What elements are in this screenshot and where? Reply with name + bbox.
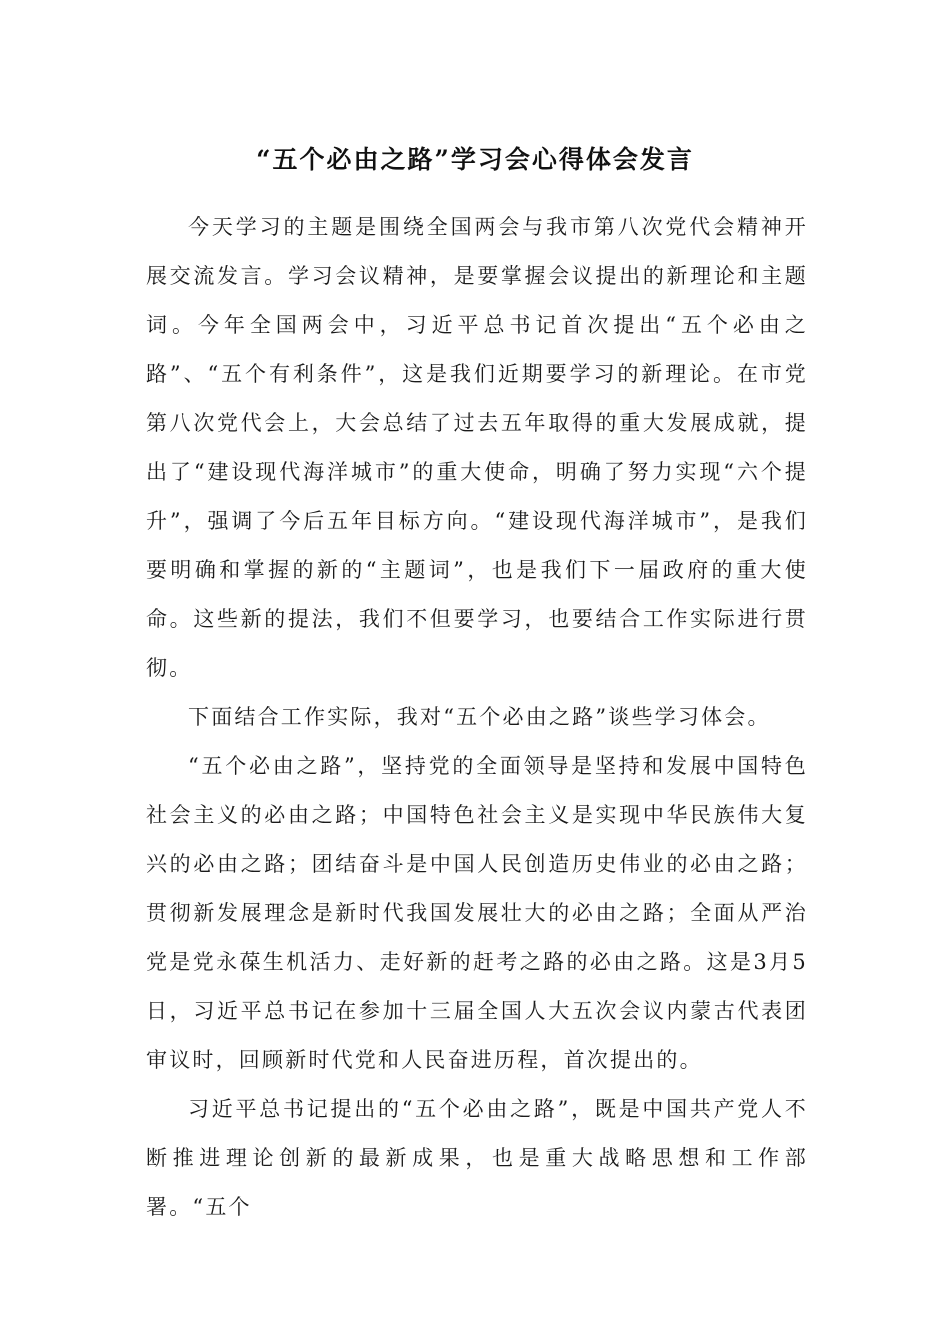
document-body: [146, 203, 808, 1232]
document-title: “五个必由之路”学习会心得体会发言: [256, 145, 694, 174]
paragraph: “五个必由之路”，坚持党的全面领导是坚持和发展中国特色社会主义的必由之路；中国特色社会主义是实现中华民族伟大复兴的必由之路；团结奋斗是中国人民创造历史伟业的必由之路；贯彻新发展理念是新时代我国发展壮大的必由之路；全面从严治党是党永葆生机活力、走好新的赶考之路的必由之路。这是3月5日，习近平总书记在参加十三届全国人大五次会议内蒙古代表团审议时，回顾新时代党和人民奋进历程，首次提出的。: [146, 754, 808, 1072]
paragraph: 习近平总书记提出的“五个必由之路”，既是中国共产党人不断推进理论创新的最新成果，也是重大战略思想和工作部署。“五个: [146, 1097, 808, 1219]
paragraph: 今天学习的主题是围绕全国两会与我市第八次党代会精神开展交流发言。学习会议精神，是要掌握会议提出的新理论和主题词。今年全国两会中，习近平总书记首次提出“五个必由之路”、“五个有利条件”，这是我们近期要学习的新理论。在市党第八次党代会上，大会总结了过去五年取得的重大发展成就，提出了“建设现代海洋城市”的重大使命，明确了努力实现“六个提升”，强调了今后五年目标方向。“建设现代海洋城市”，是我们要明确和掌握的新的“主题词”，也是我们下一届政府的重大使命。这些新的提法，我们不但要学习，也要结合工作实际进行贯彻。: [146, 215, 808, 680]
paragraph: 下面结合工作实际，我对“五个必由之路”谈些学习体会。: [188, 705, 771, 729]
